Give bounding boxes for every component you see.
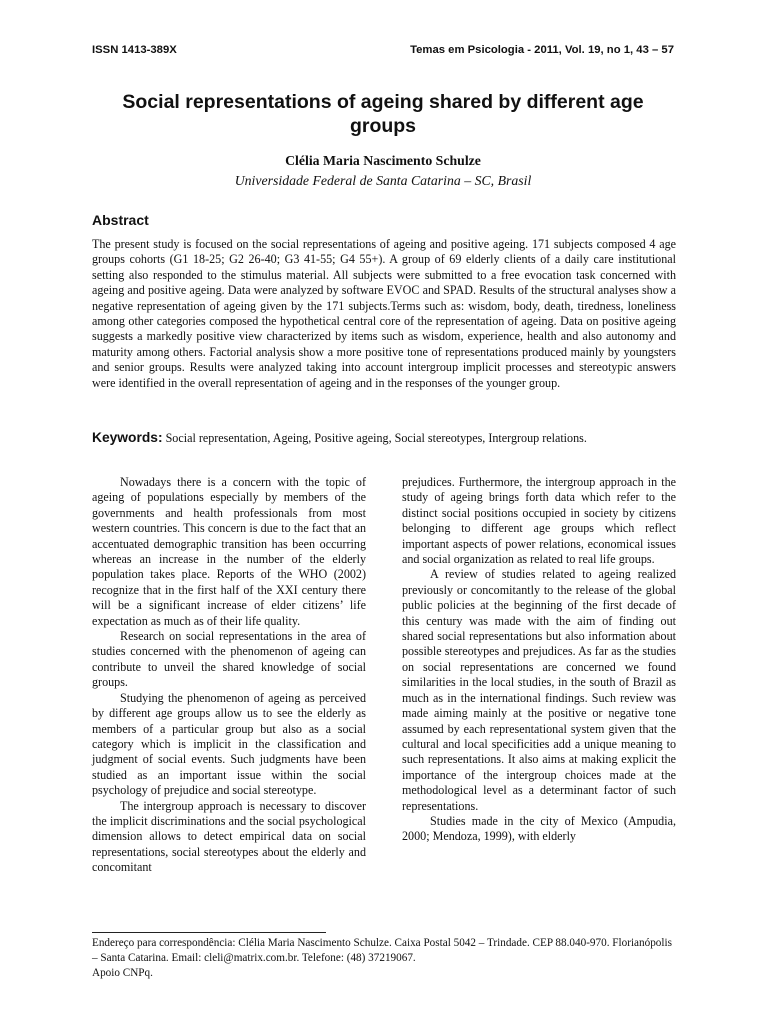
paragraph-continued: prejudices. Furthermore, the intergroup approach in the study of ageing brings forth data which refer to the distinct social positions occupied in society by citizens belonging to different age groups which reflect important aspects of power relations, economical issues and social organization as related to real life groups. xyxy=(402,475,676,567)
author-name: Clélia Maria Nascimento Schulze xyxy=(285,153,481,168)
abstract-text: The present study is focused on the social representations of ageing and positive ageing. 171 subjects composed 4 age groups cohorts (G1 18-25; G2 26-40; G3 41-55; G4 55+). A group of 69 elderly clients of a daily care institutional setting also responded to the stimulus material. All subjects were submitted to a free evocation task concerned with ageing and positive ageing. Data were analyzed by software EVOC and SPAD. Results of the structural analyses show a negative representation of ageing given by the 171 subjects.Terms such as: wisdom, body, death, tiredness, loneliness among other categories composed the hypothetical central core of the representation of ageing. Data on positive ageing suggests a markedly positive view characterized by items such as wisdom, experience, health and also autonomy and maturity among others. Factorial analysis show a more positive tone of representations produced mainly by youngsters and senior groups. Results were analyzed taking into account intergroup implicit processes and stereotypic answers were identified in the overall representation of ageing and in the responses of the younger group. xyxy=(92,237,676,390)
keywords-text: Social representation, Ageing, Positive ageing, Social stereotypes, Intergroup relations. xyxy=(165,431,587,445)
keywords-label: Keywords: xyxy=(92,430,163,445)
paragraph: The intergroup approach is necessary to discover the implicit discriminations and the social psychological dimension allows to detect empirical data on social representations, social stereotypes about the elderly and concomitant xyxy=(92,798,366,875)
body-column-right xyxy=(402,475,676,845)
article-title: Social representations of ageing shared by different age groups xyxy=(122,91,644,137)
paragraph: Studies made in the city of Mexico (Ampudia, 2000; Mendoza, 1999), with elderly xyxy=(402,813,676,844)
issn: ISSN 1413-389X xyxy=(92,44,177,56)
author-affiliation: Universidade Federal de Santa Catarina – SC, Brasil xyxy=(234,173,532,188)
paragraph: Nowadays there is a concern with the topic of ageing of populations especially by members of the governments and health professionals from most western countries. This concern is due to the fact that an accentuated demographic transition has been occurring whereas an increase in the number of the elderly population takes place. Reports of the WHO (2002) recognize that in the first half of the XXI century there will be a significant increase of elder citizens’ life expectation as much as of their life quality. xyxy=(92,475,366,628)
correspondence-address: Endereço para correspondência: Clélia Maria Nascimento Schulze. Caixa Postal 5042 – Trindade. CEP 88.040-970. Florianópolis – Santa Catarina. Email: cleli@matrix.com.br. Telefone: (48) 37219067. xyxy=(92,937,672,964)
footnote xyxy=(92,936,676,981)
paragraph: Studying the phenomenon of ageing as perceived by different age groups allow us to see the elderly as members of a particular group but also as a social category which is implicit in the classification and judgment of social events. Such judgments have been studied as an important issue within the social psychology of prejudice and social stereotype. xyxy=(92,690,366,798)
footnote-rule xyxy=(92,932,326,933)
abstract-heading: Abstract xyxy=(92,212,149,228)
body-column-left xyxy=(92,475,366,876)
funding-note: Apoio CNPq. xyxy=(92,967,153,979)
running-header xyxy=(92,44,674,56)
journal-citation: Temas em Psicologia - 2011, Vol. 19, no 1, 43 – 57 xyxy=(410,44,674,56)
paragraph: Research on social representations in the area of studies concerned with the phenomenon of ageing can contribute to unveil the shared knowledge of social groups. xyxy=(92,629,366,690)
keywords xyxy=(92,430,676,446)
paragraph: A review of studies related to ageing realized previously or concomitantly to the release of the global public policies at the beginning of the first decade of this century was made with the aim of finding out shared social representations but also information about possible stereotypes and prejudices. As far as the studies on social representations are concerned we found similarities in the local studies, in the south of Brazil as much as in the international findings. Such review was made aiming mainly at the positive or negative tone assumed by each representational system given that the cultural and local specificities add a unique meaning to such representations. It also aims at making explicit the importance of the intergroup choices made at the methodological level as a determinant factor of such representations. xyxy=(402,567,676,813)
